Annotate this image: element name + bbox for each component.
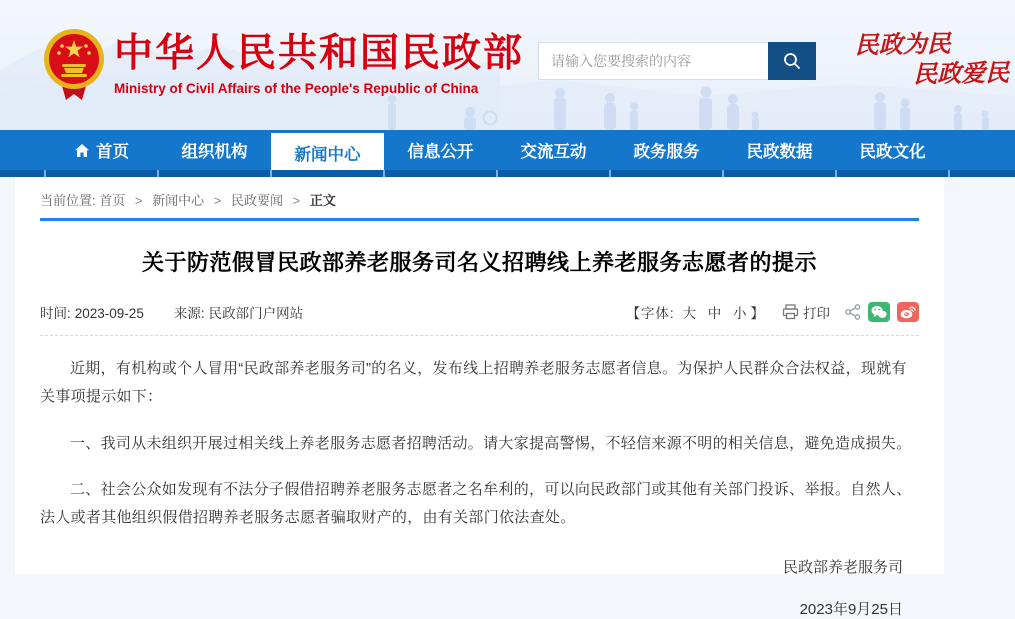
article-paragraph-2: 一、我司从未组织开展过相关线上养老服务志愿者招聘活动。请大家提高警惕，不轻信来源不明的相关信息，避免造成损失。 — [70, 434, 912, 452]
article-date: 2023年9月25日 — [799, 600, 903, 618]
source-label: 来源: — [173, 306, 205, 321]
breadcrumb-separator: > — [292, 193, 301, 208]
article-signature: 民政部养老服务司 — [782, 558, 903, 576]
site-title: 中华人民共和国民政部 — [114, 32, 525, 75]
share-button[interactable] — [845, 304, 861, 320]
weibo-share-button[interactable] — [897, 302, 919, 322]
wechat-share-button[interactable] — [868, 302, 890, 322]
share-icon — [845, 304, 861, 320]
font-size-medium-button[interactable]: 中 — [707, 306, 723, 321]
home-icon — [74, 143, 90, 158]
nav-item-label: 民政数据 — [746, 143, 813, 161]
print-button[interactable] — [782, 302, 830, 322]
article — [15, 246, 944, 619]
search-box — [538, 42, 816, 80]
print-label: 打印 — [803, 306, 830, 321]
search-icon — [782, 51, 802, 71]
article-paragraph-3: 二、社会公众如发现有不法分子假借招聘养老服务志愿者之名牟利的，可以向民政部门或其他有关部门投诉、举报。自然人、法人或者其他组织假借招聘养老服务志愿者骗取财产的，由有关部门依法查处。 — [40, 481, 912, 526]
search-input[interactable] — [538, 42, 768, 80]
nav-item-label: 新闻中心 — [294, 146, 361, 164]
font-size-control — [626, 302, 765, 322]
slogan-calligraphy — [855, 31, 1010, 90]
font-label: 【字体: — [626, 306, 675, 321]
slogan-line-1: 民政为民 — [854, 31, 951, 60]
nav-item-label: 首页 — [96, 143, 129, 161]
breadcrumb-item-current: 正文 — [309, 193, 336, 208]
font-label-close: 】 — [750, 306, 765, 321]
breadcrumb-item-home[interactable]: 首页 — [99, 193, 126, 208]
font-size-small-button[interactable]: 小 — [733, 306, 748, 321]
nav-item-label: 交流互动 — [520, 143, 587, 161]
search-button[interactable] — [768, 42, 816, 80]
article-meta-left — [40, 302, 307, 322]
accent-divider — [40, 218, 919, 221]
site-logo-link[interactable] — [42, 28, 524, 102]
site-header — [0, 0, 1015, 130]
nav-item-label: 信息公开 — [407, 143, 474, 161]
breadcrumb-separator: > — [134, 193, 143, 208]
breadcrumb-item-civil-news[interactable]: 民政要闻 — [230, 193, 283, 208]
wechat-icon — [871, 305, 887, 319]
printer-icon — [782, 304, 799, 320]
article-meta-row — [40, 302, 919, 336]
breadcrumb-separator: > — [213, 193, 222, 208]
site-subtitle: Ministry of Civil Affairs of the People's Republic of China — [114, 80, 479, 96]
article-title: 关于防范假冒民政部养老服务司名义招聘线上养老服务志愿者的提示 — [141, 250, 817, 275]
breadcrumb-label: 当前位置: — [40, 193, 96, 208]
main-nav — [0, 130, 1015, 177]
nav-bottom-strip — [0, 170, 1015, 177]
nav-item-label: 政务服务 — [633, 143, 700, 161]
publish-time: 2023-09-25 — [74, 306, 144, 321]
breadcrumb — [15, 177, 944, 209]
slogan-line-2: 民政爱民 — [913, 61, 1010, 89]
source-value: 民政部门户网站 — [208, 306, 304, 321]
nav-item-label: 组织机构 — [181, 143, 248, 161]
breadcrumb-item-news-center[interactable]: 新闻中心 — [152, 193, 205, 208]
national-emblem-icon — [42, 28, 106, 102]
nav-item-label: 民政文化 — [859, 143, 926, 161]
content-card — [15, 177, 944, 618]
article-meta-right — [626, 302, 919, 322]
font-size-large-button[interactable]: 大 — [682, 306, 697, 321]
site-title-block — [114, 28, 524, 96]
time-label: 时间: — [40, 306, 71, 321]
article-paragraph-1: 近期，有机构或个人冒用“民政部养老服务司”的名义，发布线上招聘养老服务志愿者信息。为保护人民群众合法权益，现就有关事项提示如下： — [40, 360, 907, 405]
weibo-icon — [900, 305, 916, 319]
